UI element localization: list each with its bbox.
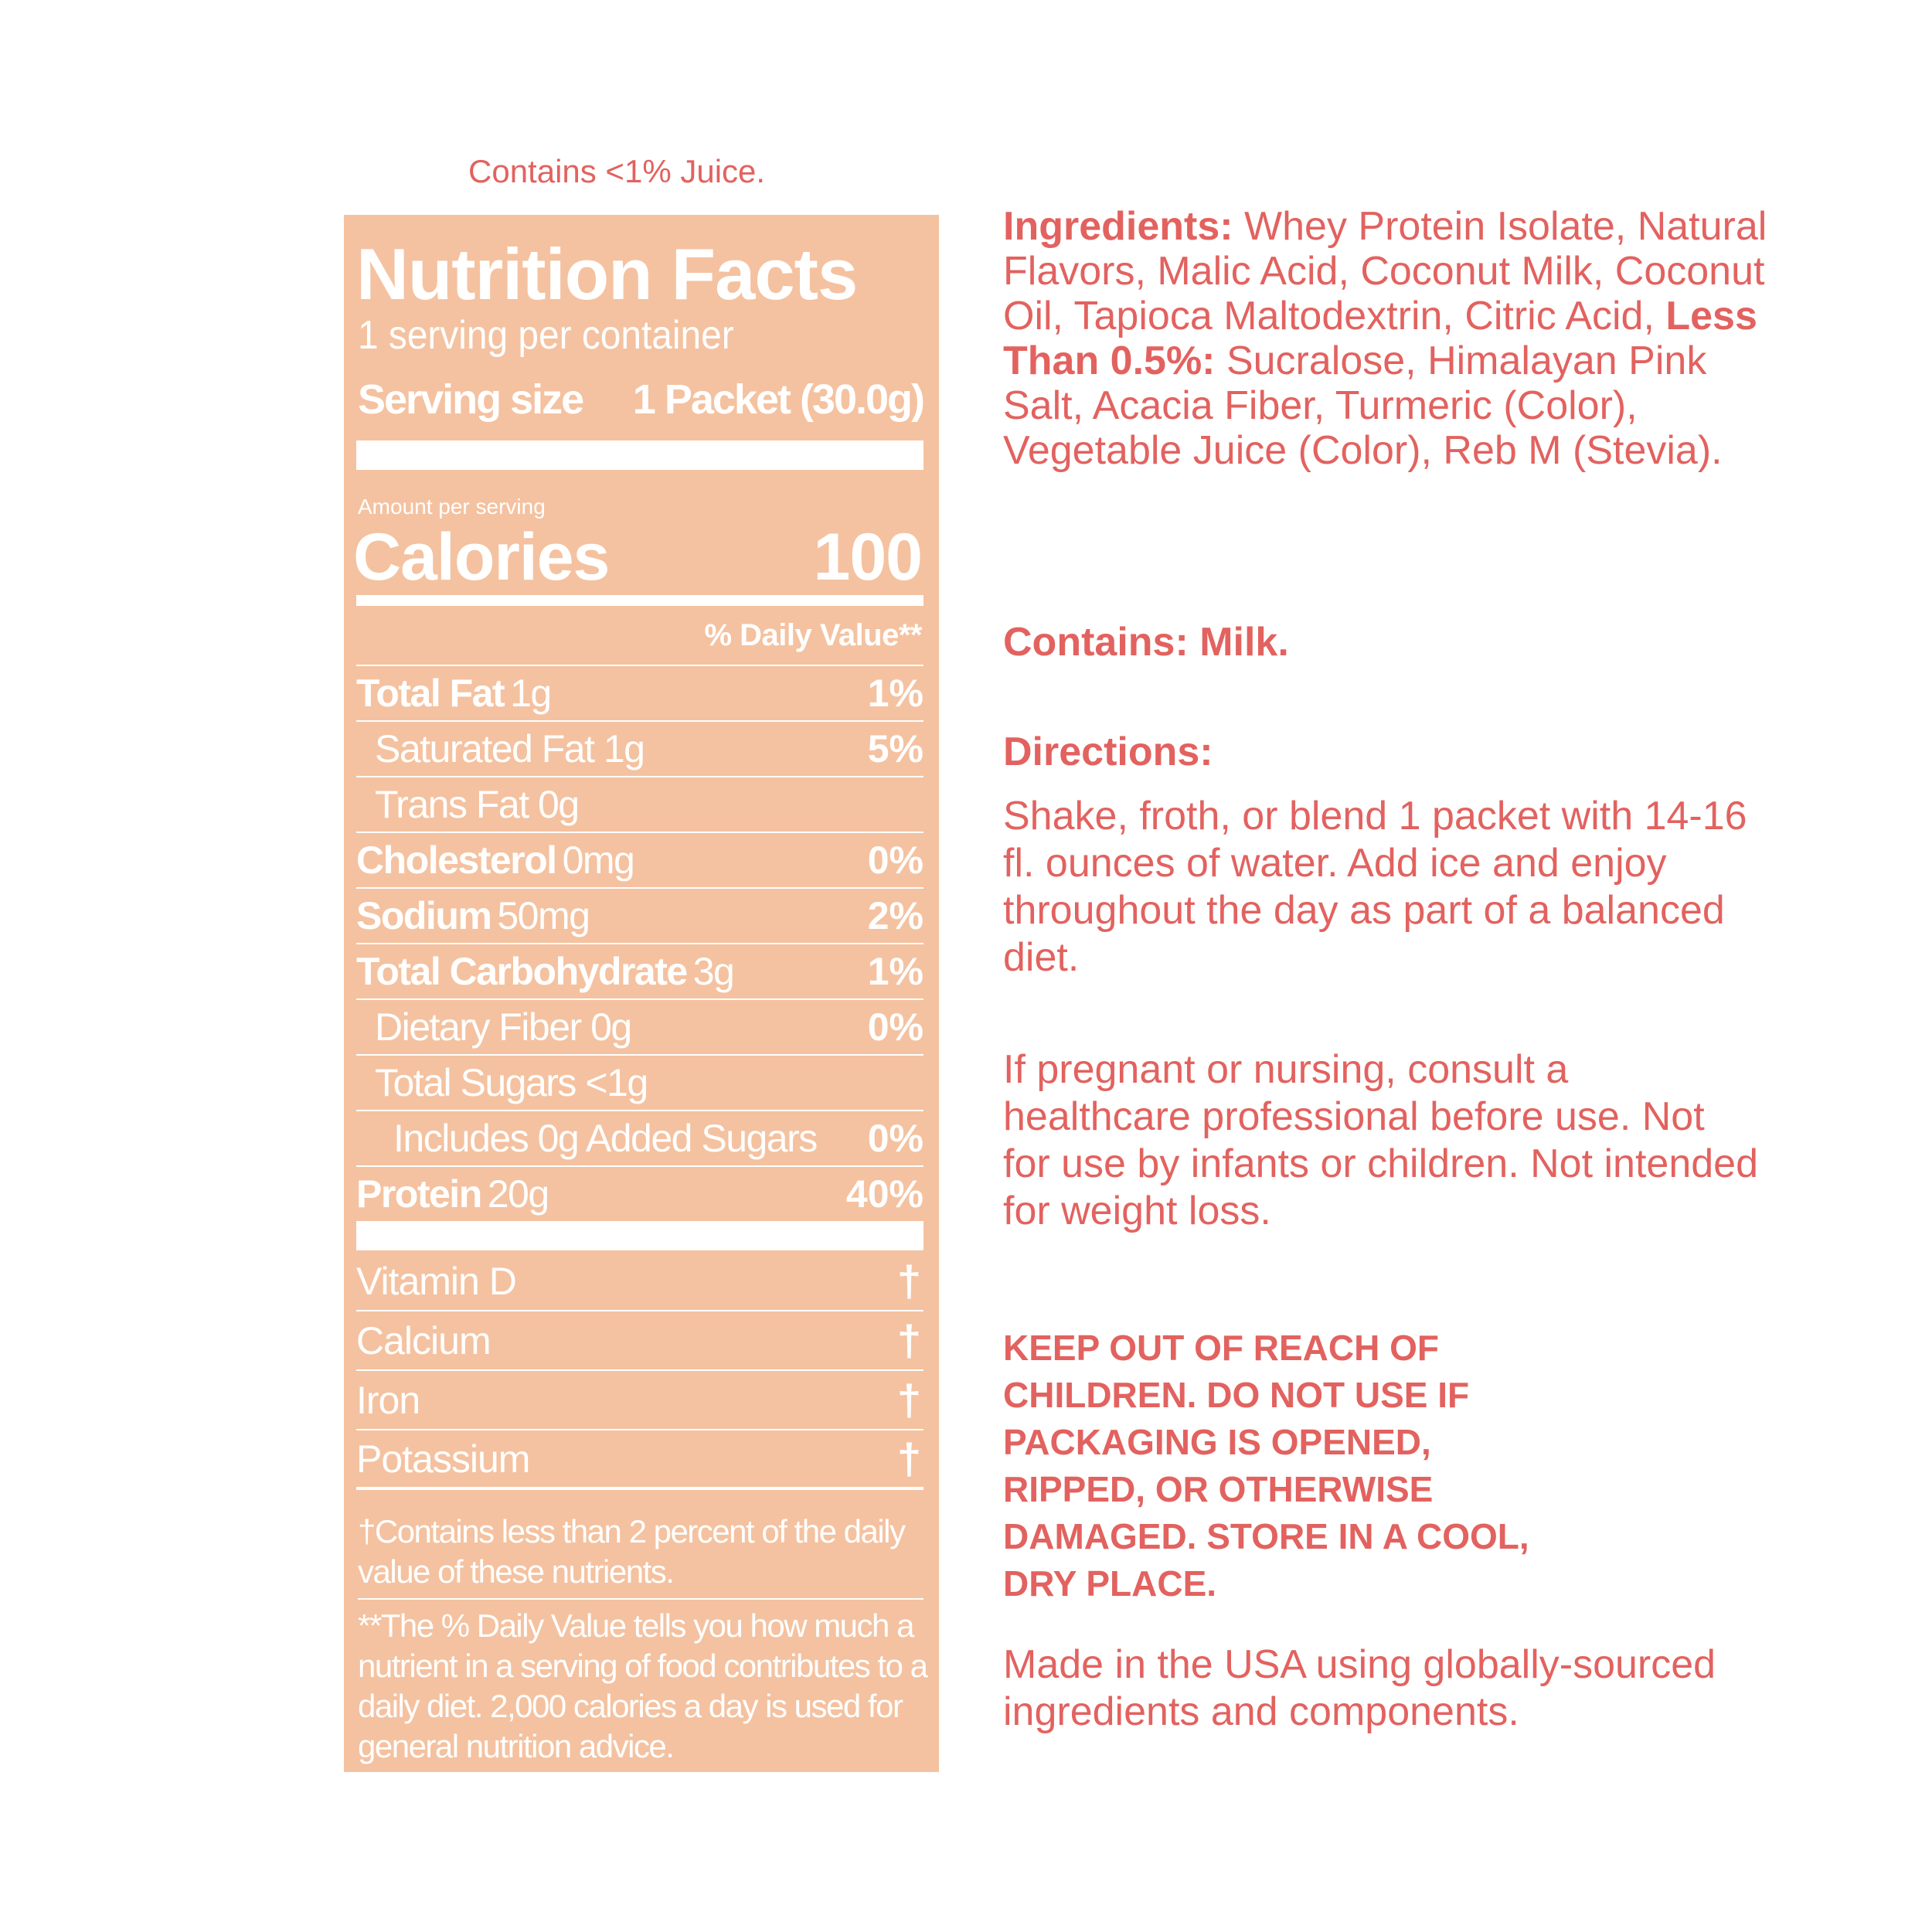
nutrition-facts-title: Nutrition Facts	[356, 233, 858, 315]
daily-value-header: % Daily Value**	[704, 618, 922, 652]
calories-value: 100	[813, 520, 922, 594]
footnote-daily-value: **The % Daily Value tells you how much a nutrient in a serving of food contributes to a daily diet. 2,000 calories a day is used for general nutrition advice.	[358, 1607, 927, 1764]
vitamin-row-calcium	[356, 1311, 923, 1371]
nutrient-row-added-sugars	[356, 1110, 923, 1165]
vitamin-row-iron	[356, 1371, 923, 1430]
nutrient-rows	[356, 665, 923, 1221]
vitamin-row-potassium	[356, 1430, 923, 1490]
nutrient-row-trans-fat	[356, 776, 923, 832]
nutrient-name: Sodium	[356, 894, 492, 937]
amount-per-serving: Amount per serving	[358, 495, 546, 519]
nutrient-row-sodium	[356, 887, 923, 943]
less-than-list: Sucralose, Himalayan Pink Salt, Acacia Fiber, Turmeric (Color), Vegetable Juice (Color), Reb M (Stevia).	[1003, 338, 1723, 473]
nutrient-row-saturated-fat	[356, 720, 923, 776]
nutrient-amount: 1g	[510, 672, 551, 715]
vitamin-name: Iron	[356, 1378, 420, 1422]
nutrient-name: Includes 0g Added Sugars	[393, 1117, 817, 1160]
dagger-mark: †	[896, 1315, 920, 1365]
calories-row	[353, 520, 922, 594]
divider-thick	[356, 1221, 923, 1250]
nutrient-dv: 0%	[867, 1005, 923, 1049]
vitamin-name: Vitamin D	[356, 1259, 516, 1303]
serving-size-row	[358, 376, 923, 423]
nutrient-name: Dietary Fiber 0g	[375, 1005, 631, 1049]
nutrient-amount: 3g	[692, 950, 734, 993]
divider-thick	[356, 440, 923, 470]
calories-label: Calories	[353, 520, 610, 594]
nutrient-dv: 0%	[867, 838, 923, 882]
ingredients-list: Whey Protein Isolate, Natural Flavors, Malic Acid, Coconut Milk, Coconut Oil, Tapioca Maltodextrin, Citric Acid,	[1003, 204, 1767, 338]
nutrient-row-total-carbohydrate	[356, 943, 923, 998]
nutrient-name: Saturated Fat 1g	[375, 727, 645, 770]
pregnancy-warning: If pregnant or nursing, consult a healthcare professional before use. Not for use by infants or children. Not intended for weight loss.	[1003, 1047, 1759, 1233]
nutrient-dv: 0%	[867, 1117, 923, 1160]
nutrient-name: Protein	[356, 1172, 481, 1216]
made-in-statement: Made in the USA using globally-sourced ingredients and components.	[1003, 1642, 1716, 1734]
vitamin-rows	[356, 1252, 923, 1490]
nutrition-facts-panel	[344, 215, 939, 1772]
product-info-column	[1003, 204, 1776, 1734]
nutrient-dv: 1%	[867, 672, 923, 715]
footnote-dagger: †Contains less than 2 percent of the daily value of these nutrients.	[358, 1512, 923, 1600]
serving-size-value: 1 Packet (30.0g)	[632, 376, 923, 423]
safety-warning: KEEP OUT OF REACH OF CHILDREN. DO NOT USE IF PACKAGING IS OPENED, RIPPED, OR OTHERWISE DAMAGED. STORE IN A COOL, DRY PLACE.	[1003, 1328, 1529, 1604]
nutrient-row-total-sugars	[356, 1054, 923, 1110]
nutrient-name: Total Carbohydrate	[356, 950, 687, 993]
nutrient-row-cholesterol	[356, 832, 923, 887]
dagger-mark: †	[896, 1434, 920, 1483]
nutrient-amount: 20g	[487, 1172, 549, 1216]
directions-title: Directions:	[1003, 730, 1213, 774]
ingredients-label: Ingredients:	[1003, 204, 1233, 249]
less-than-label: Less Than 0.5%:	[1003, 294, 1757, 383]
divider-medium	[356, 595, 923, 606]
vitamin-row-vitamin-d	[356, 1252, 923, 1311]
directions-text: Shake, froth, or blend 1 packet with 14-16 fl. ounces of water. Add ice and enjoy throughout the day as part of a balanced diet.	[1003, 794, 1747, 980]
servings-per-container: 1 serving per container	[358, 313, 734, 358]
serving-size-label: Serving size	[358, 376, 583, 423]
nutrient-dv: 40%	[845, 1172, 923, 1216]
nutrient-row-dietary-fiber	[356, 998, 923, 1054]
nutrient-amount: 0mg	[562, 838, 634, 882]
nutrient-dv: 5%	[867, 727, 923, 770]
dagger-mark: †	[896, 1375, 920, 1424]
nutrient-dv: 2%	[867, 894, 923, 937]
ingredients-text	[1003, 204, 1776, 473]
nutrient-name: Trans Fat 0g	[375, 783, 579, 826]
vitamin-name: Potassium	[356, 1437, 530, 1481]
nutrient-name: Cholesterol	[356, 838, 556, 882]
vitamin-name: Calcium	[356, 1318, 491, 1362]
nutrient-row-protein	[356, 1165, 923, 1221]
allergen-statement: Contains: Milk.	[1003, 620, 1289, 665]
nutrient-dv: 1%	[867, 950, 923, 993]
nutrient-name: Total Fat	[356, 672, 505, 715]
nutrient-row-total-fat	[356, 665, 923, 720]
nutrient-amount: 50mg	[497, 894, 590, 937]
juice-note: Contains <1% Juice.	[468, 153, 766, 189]
nutrient-name: Total Sugars <1g	[375, 1061, 648, 1104]
dagger-mark: †	[896, 1256, 920, 1305]
